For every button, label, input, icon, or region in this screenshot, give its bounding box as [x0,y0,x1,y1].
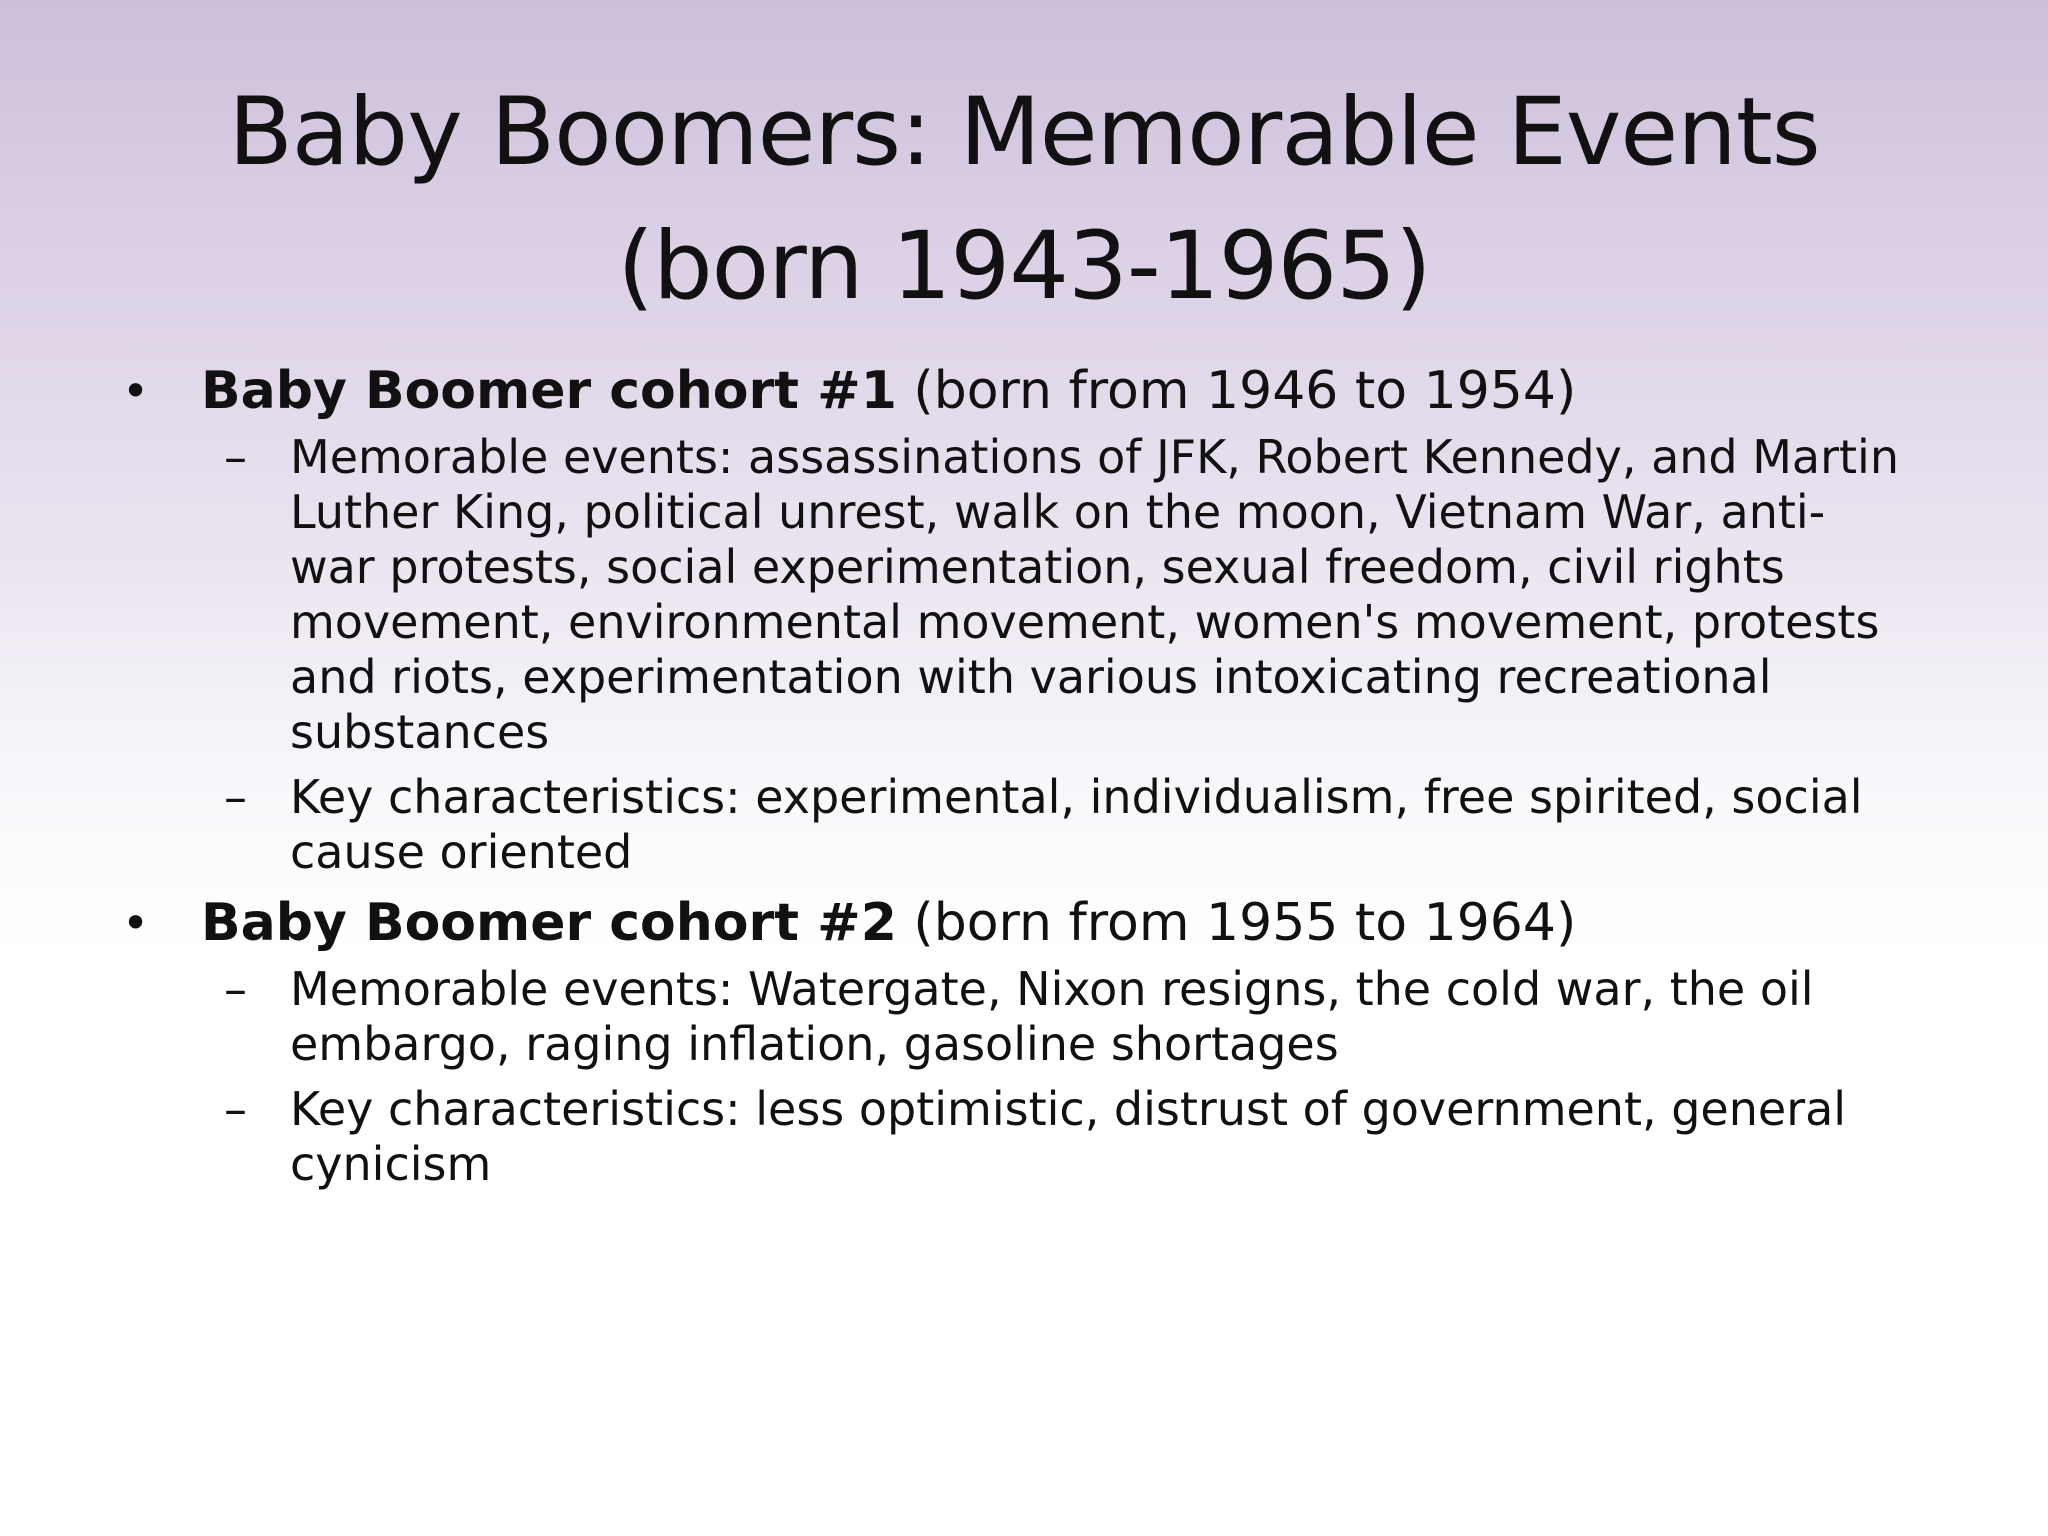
cohort-1-list [118,430,1948,880]
cohort-2-range: (born from 1955 to 1964) [896,893,1577,953]
cohort-2-events [118,962,1948,1072]
title-line-1: Baby Boomers: Memorable Events [228,78,1820,187]
cohort-2-characteristics [118,1082,1948,1192]
cohort-1-events [118,430,1948,760]
cohort-1-characteristics [118,770,1948,880]
cohort-1-label: Baby Boomer cohort #1 [201,361,897,421]
cohort-1-range: (born from 1946 to 1954) [896,361,1577,421]
title-line-2: (born 1943-1965) [617,212,1431,321]
cohort-1-heading [118,358,1948,424]
cohort-2-heading [118,890,1948,956]
dash-icon: – [224,1082,247,1136]
cohort-2-characteristics-text: Key characteristics: less optimistic, distrust of government, general cynicism [290,1082,1847,1191]
bullet-icon: • [122,364,150,418]
slide-body [118,358,1948,1202]
cohort-1-events-text: Memorable events: assassinations of JFK, Robert Kennedy, and Martin Luther King, political unrest, walk on the moon, Vietnam War, anti-war protests, social experimentation, sexual freedom, civil rights movement, environmental movement, women's movement, protests and riots, experimentation with various intoxicating recreational substances [290,430,1899,759]
cohort-2-events-text: Memorable events: Watergate, Nixon resigns, the cold war, the oil embargo, raging inflation, gasoline shortages [290,962,1814,1071]
dash-icon: – [224,770,247,824]
slide-title [100,66,1948,334]
dash-icon: – [224,430,247,484]
cohort-2-list [118,962,1948,1192]
dash-icon: – [224,962,247,1016]
cohort-1-characteristics-text: Key characteristics: experimental, individualism, free spirited, social cause oriented [290,770,1863,879]
bullet-icon: • [122,896,150,950]
cohort-2-label: Baby Boomer cohort #2 [201,893,897,953]
